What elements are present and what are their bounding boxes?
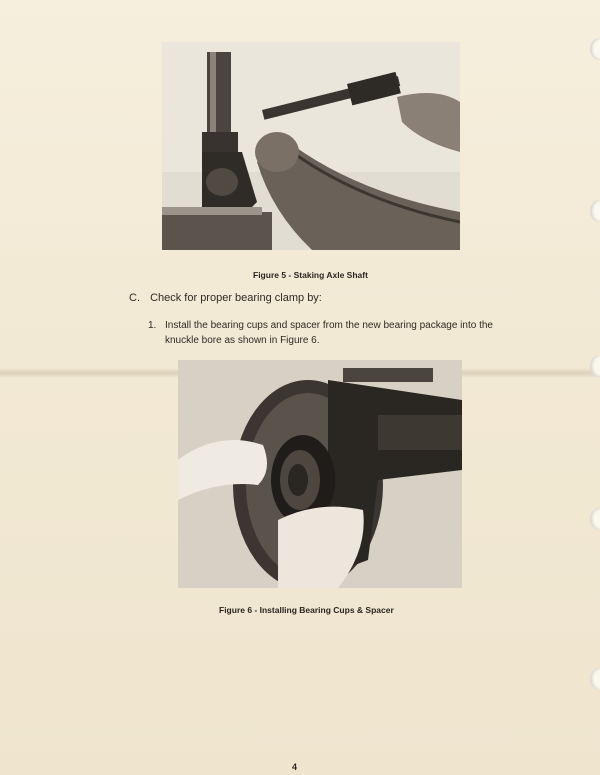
figure-5-caption: Figure 5 - Staking Axle Shaft [253, 270, 368, 280]
step-c [129, 292, 322, 304]
binder-hole [590, 508, 600, 530]
step-1-number: 1. [148, 320, 157, 331]
step-1 [148, 318, 528, 348]
page-number: 4 [292, 762, 298, 772]
step-1-text: Install the bearing cups and spacer from the new bearing package into the knuckle bore as shown in Figure 6. [165, 320, 493, 346]
binder-hole [590, 200, 600, 222]
binder-hole [590, 668, 600, 690]
step-c-label: C. [129, 292, 140, 304]
step-c-text: Check for proper bearing clamp by: [150, 292, 322, 304]
figure-6-photo [178, 360, 462, 588]
binder-hole [590, 38, 600, 60]
figure-6-caption: Figure 6 - Installing Bearing Cups & Spacer [219, 605, 394, 615]
figure-5-photo [162, 42, 460, 250]
